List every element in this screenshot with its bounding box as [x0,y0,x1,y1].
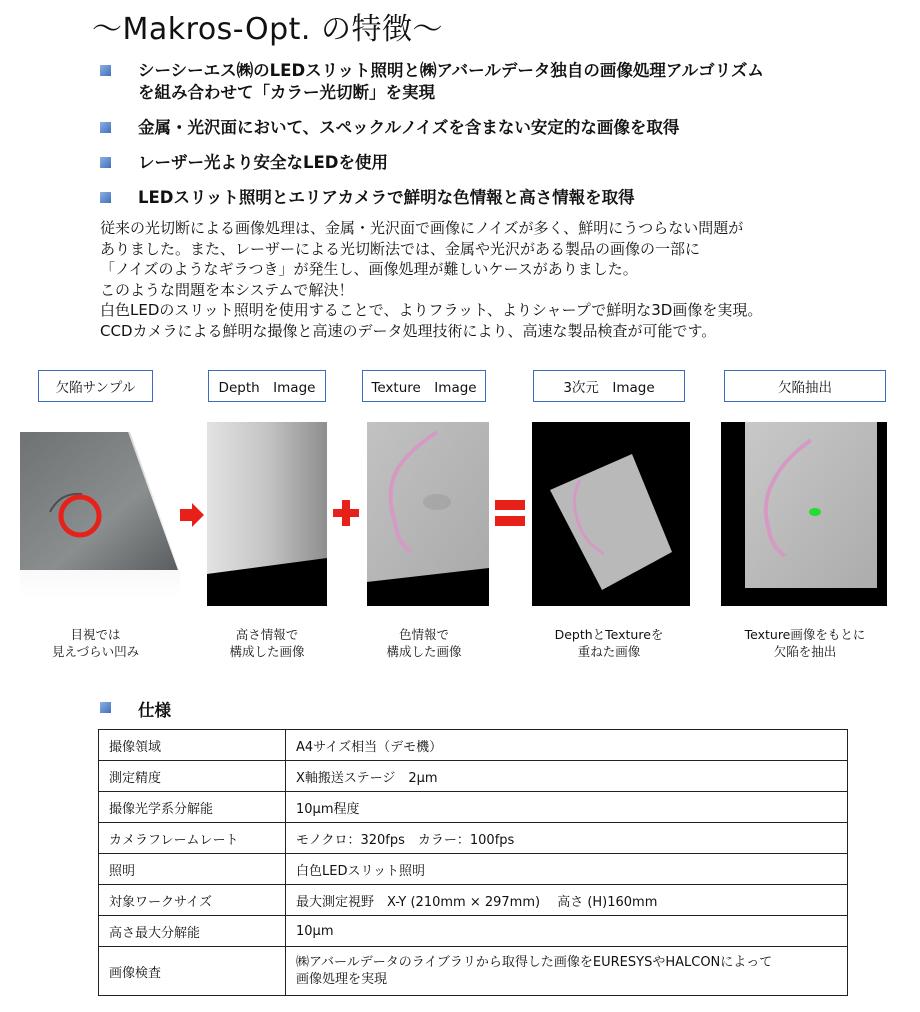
table-row [99,730,848,761]
spec-key: カメラフレームレート [99,823,286,854]
table-row [99,916,848,947]
feature-item [100,60,880,104]
table-row [99,823,848,854]
square-bullet-icon [100,122,111,133]
spec-value: 最大測定視野 X-Y (210mm × 297mm) 高さ (H)160mm [286,885,848,916]
table-row [99,947,848,996]
defect-sample-image [20,432,180,598]
caption-line: 重ねた画像 [577,644,641,659]
step-label-3d-image: 3次元 Image [533,370,685,402]
table-row [99,854,848,885]
table-row [99,885,848,916]
feature-item [100,117,880,139]
paragraph-line: このような問題を本システムで解決！ [100,280,354,299]
paragraph-line: 白色LEDのスリット照明を使用することで、よりフラット、よりシャープで鮮明な3D画像を実現。 [100,301,763,319]
spec-key: 照明 [99,854,286,885]
step-label-defect-extraction: 欠陥抽出 [724,370,886,402]
spec-key: 高さ最大分解能 [99,916,286,947]
feature-line: LEDスリット照明とエリアカメラで鮮明な色情報と高さ情報を取得 [138,188,635,207]
arrow-right-icon [180,503,204,527]
texture-image [367,422,489,606]
caption-line: 色情報で [398,627,449,642]
spec-key: 対象ワークサイズ [99,885,286,916]
spec-key: 測定精度 [99,761,286,792]
feature-item [100,187,880,209]
step-caption [724,626,886,660]
square-bullet-icon [100,65,111,76]
square-bullet-icon [100,702,111,713]
table-row [99,792,848,823]
paragraph-line: ありました。また、レーザーによる光切断法では、金属や光沢がある製品の画像の一部に [100,239,701,258]
spec-key: 画像検査 [99,947,286,996]
feature-line: を組み合わせて「カラー光切断」を実現 [138,83,435,102]
spec-value: 10μm程度 [286,792,848,823]
page-title: ～Makros-Opt. の特徴～ [92,12,443,47]
caption-line: DepthとTextureを [554,627,664,642]
feature-line: 金属・光沢面において、スペックルノイズを含まない安定的な画像を取得 [138,118,680,137]
step-label-texture-image: Texture Image [362,370,486,402]
spec-value [286,947,848,996]
step-caption [208,626,326,660]
caption-line: 欠陥を抽出 [773,644,837,659]
step-caption [533,626,685,660]
caption-line: Texture画像をもとに [744,627,866,642]
spec-value: モノクロ：320fps カラー：100fps [286,823,848,854]
spec-value-line: ㈱アバールデータのライブラリから取得した画像をEURESYSやHALCONによって [296,955,773,970]
caption-line: 見えづらい凹み [51,644,140,659]
spec-key: 撮像領域 [99,730,286,761]
step-label-defect-sample: 欠陥サンプル [38,370,153,402]
step-caption [362,626,486,660]
spec-heading [100,697,171,721]
step-caption [38,626,153,660]
feature-list [100,60,880,222]
description-paragraph [100,218,840,341]
step-label-depth-image: Depth Image [208,370,326,402]
caption-line: 目視では [70,627,121,642]
3d-image [532,422,690,606]
feature-item [100,152,880,174]
spec-table [98,729,848,996]
spec-heading-text: 仕様 [138,701,171,720]
spec-value: X軸搬送ステージ 2μm [286,761,848,792]
spec-key: 撮像光学系分解能 [99,792,286,823]
feature-line: レーザー光より安全なLEDを使用 [138,153,388,172]
paragraph-line: 「ノイズのようなギラつき」が発生し、画像処理が難しいケースがありました。 [100,260,638,278]
defect-extraction-image [721,422,887,606]
paragraph-line: 従来の光切断による画像処理は、金属・光沢面で画像にノイズが多く、鮮明にうつらない問題が [100,219,744,237]
equals-icon [495,498,525,528]
square-bullet-icon [100,157,111,168]
plus-icon [333,500,359,526]
spec-value: 10μm [286,916,848,947]
paragraph-line: CCDカメラによる鮮明な撮像と高速のデータ処理技術により、高速な製品検査が可能です。 [100,321,717,340]
depth-image [207,422,327,606]
spec-value: 白色LEDスリット照明 [286,854,848,885]
caption-line: 構成した画像 [386,644,462,659]
caption-line: 構成した画像 [229,644,305,659]
feature-line: シーシーエス㈱のLEDスリット照明と㈱アバールデータ独自の画像処理アルゴリズム [138,61,764,80]
table-row [99,761,848,792]
spec-value-line: 画像処理を実現 [296,972,388,987]
square-bullet-icon [100,192,111,203]
spec-value: A4サイズ相当（デモ機） [286,730,848,761]
caption-line: 高さ情報で [235,627,299,642]
